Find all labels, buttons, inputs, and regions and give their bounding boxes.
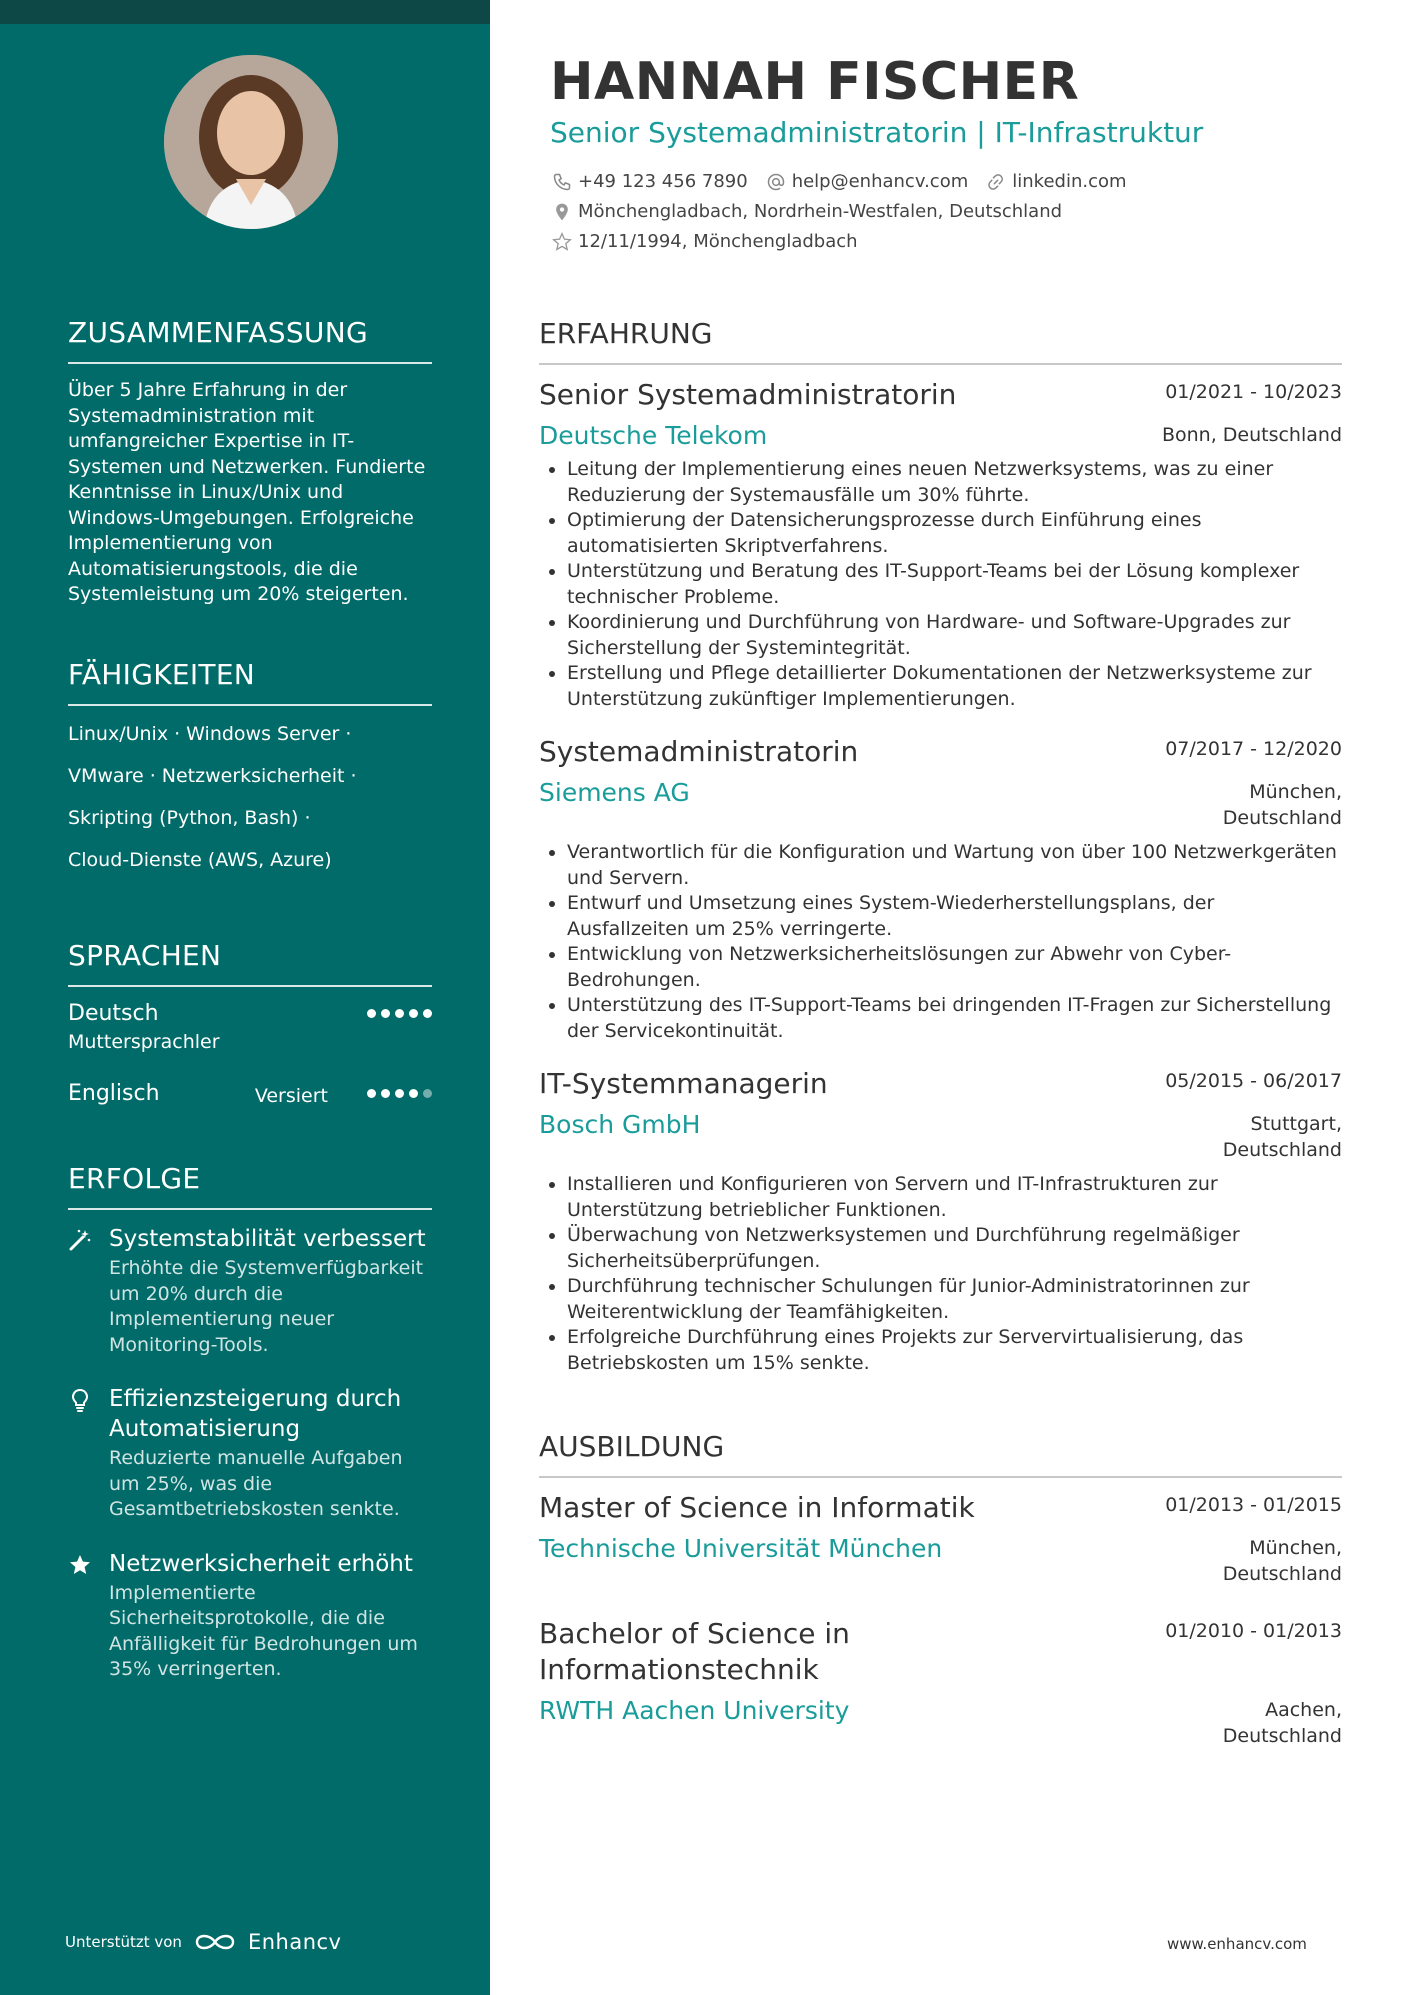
magic-wand-icon	[68, 1228, 92, 1252]
language-item	[68, 1081, 432, 1139]
achievements-title: ERFOLGE	[68, 1162, 432, 1210]
skill-line: Skripting (Python, Bash) ·	[68, 807, 311, 829]
bullet-item: • Installieren und Konfigurieren von Servern und IT-Infrastrukturen zur Unterstützung betrieblicher Funktionen.	[567, 1172, 1342, 1223]
job-bullets	[539, 1172, 1342, 1376]
location-row	[552, 201, 1080, 222]
profile-photo	[164, 55, 338, 229]
bullet-item: • Erfolgreiche Durchführung eines Projekts zur Servervirtualisierung, das Betriebskosten um 15% senkte.	[567, 1325, 1342, 1376]
bullet-item: • Optimierung der Datensicherungsprozesse durch Einführung eines automatisierten Skriptverfahrens.	[567, 508, 1342, 559]
rating-dot	[381, 1009, 390, 1018]
bullet-item: • Überwachung von Netzwerksystemen und Durchführung regelmäßiger Sicherheitsüberprüfungen.	[567, 1223, 1342, 1274]
rating-dot	[409, 1009, 418, 1018]
bullet-item: • Verantwortlich für die Konfiguration und Wartung von über 100 Netzwerkgeräten und Servern.	[567, 840, 1342, 891]
job-bullets	[539, 457, 1342, 712]
achievement-description: Erhöhte die Systemverfügbarkeit um 20% durch die Implementierung neuer Monitoring-Tools.	[109, 1257, 424, 1356]
birth-row	[552, 231, 876, 252]
bullet-item: • Entwurf und Umsetzung eines System-Wiederherstellungsplans, der Ausfallzeiten um 25% verringerte.	[567, 891, 1342, 942]
education-entry	[539, 1616, 1342, 1747]
job-title: Systemadministratorin	[539, 735, 859, 768]
summary-title: ZUSAMMENFASSUNG	[68, 316, 432, 364]
rating-dot	[381, 1089, 390, 1098]
rating-dot	[367, 1089, 376, 1098]
candidate-title: Senior Systemadministratorin | IT-Infrastruktur	[550, 116, 1204, 149]
achievement-item	[68, 1549, 432, 1683]
star-outline-icon	[552, 232, 572, 252]
job-entry	[539, 1066, 1342, 1376]
phone-text: +49 123 456 7890	[578, 171, 748, 192]
rating-dot	[395, 1009, 404, 1018]
education-location: Aachen, Deutschland	[1222, 1699, 1342, 1747]
job-entry	[539, 377, 1342, 712]
language-item	[68, 1001, 432, 1059]
achievements-section	[68, 1162, 432, 1683]
contact-row	[552, 171, 1145, 192]
footer-url[interactable]: www.enhancv.com	[1167, 1935, 1307, 1953]
job-title: IT-Systemmanagerin	[539, 1067, 828, 1100]
languages-title: SPRACHEN	[68, 939, 432, 987]
phone-contact[interactable]	[552, 171, 748, 192]
job-dates: 07/2017 - 12/2020	[1165, 738, 1342, 760]
education-title: AUSBILDUNG	[539, 1430, 1342, 1478]
bullet-item: • Durchführung technischer Schulungen für Junior-Administratorinnen zur Weiterentwicklung der Teamfähigkeiten.	[567, 1274, 1342, 1325]
job-location: Bonn, Deutschland	[1161, 424, 1342, 446]
phone-icon	[552, 172, 572, 192]
skills-section	[68, 658, 432, 881]
achievement-description: Implementierte Sicherheitsprotokolle, die die Anfälligkeit für Bedrohungen um 35% verringerten.	[109, 1581, 418, 1680]
job-bullets	[539, 840, 1342, 1044]
skill-line: Cloud-Dienste (AWS, Azure)	[68, 849, 332, 871]
job-company: Deutsche Telekom	[539, 421, 768, 450]
language-rating	[367, 1009, 432, 1018]
job-title: Senior Systemadministratorin	[539, 378, 957, 411]
language-name: Deutsch	[68, 1001, 159, 1026]
lightbulb-icon	[68, 1388, 92, 1412]
linkedin-contact[interactable]	[986, 171, 1126, 192]
birth-contact	[552, 231, 858, 252]
location-pin-icon	[552, 202, 572, 222]
candidate-name: HANNAH FISCHER	[550, 52, 1080, 112]
language-rating	[367, 1089, 432, 1098]
linkedin-text: linkedin.com	[1012, 171, 1127, 192]
education-section	[539, 1430, 1342, 1747]
powered-by-label: Unterstützt von	[65, 1933, 182, 1951]
achievement-item	[68, 1224, 432, 1358]
bullet-item: • Entwicklung von Netzwerksicherheitslösungen zur Abwehr von Cyber-Bedrohungen.	[567, 942, 1342, 993]
powered-by	[65, 1930, 341, 1954]
email-contact[interactable]	[766, 171, 969, 192]
education-location: München, Deutschland	[1222, 1537, 1342, 1585]
job-company: Siemens AG	[539, 778, 690, 807]
bullet-item: • Unterstützung des IT-Support-Teams bei dringenden IT-Fragen zur Sicherstellung der Servicekontinuität.	[567, 993, 1342, 1044]
bullet-item: • Erstellung und Pflege detaillierter Dokumentationen der Netzwerksysteme zur Unterstützung zukünftiger Implementierungen.	[567, 661, 1342, 712]
job-location: München, Deutschland	[1222, 781, 1342, 829]
summary-section	[68, 316, 432, 608]
location-contact	[552, 201, 1062, 222]
experience-section	[539, 317, 1342, 1376]
achievement-title: Effizienzsteigerung durch Automatisierung	[109, 1386, 402, 1442]
job-dates: 01/2021 - 10/2023	[1165, 381, 1342, 403]
degree-title: Bachelor of Science in Informationstechnik	[539, 1617, 850, 1686]
language-level: Versiert	[254, 1085, 328, 1107]
language-name: Englisch	[68, 1081, 160, 1106]
job-company: Bosch GmbH	[539, 1110, 701, 1139]
rating-dot	[367, 1009, 376, 1018]
education-entry	[539, 1490, 1342, 1594]
school-name: Technische Universität München	[539, 1534, 943, 1563]
rating-dot	[423, 1009, 432, 1018]
skills-list	[68, 713, 432, 881]
job-location: Stuttgart, Deutschland	[1222, 1113, 1342, 1161]
location-text: Mönchengladbach, Nordrhein-Westfalen, Deutschland	[578, 201, 1063, 222]
skill-line: Linux/Unix · Windows Server ·	[68, 723, 352, 745]
school-name: RWTH Aachen University	[539, 1696, 850, 1725]
at-icon	[766, 172, 786, 192]
bullet-item: • Leitung der Implementierung eines neuen Netzwerksystems, was zu einer Reduzierung der Systemausfälle um 30% führte.	[567, 457, 1342, 508]
degree-title: Master of Science in Informatik	[539, 1491, 975, 1524]
sidebar	[0, 0, 490, 1995]
education-dates: 01/2010 - 01/2013	[1165, 1620, 1342, 1642]
achievement-title: Netzwerksicherheit erhöht	[109, 1550, 413, 1577]
language-level: Muttersprachler	[68, 1031, 220, 1053]
achievement-title: Systemstabilität verbessert	[109, 1226, 426, 1252]
experience-title: ERFAHRUNG	[539, 317, 1342, 365]
star-icon	[68, 1553, 92, 1577]
brand-name: Enhancv	[247, 1930, 342, 1954]
job-dates: 05/2015 - 06/2017	[1165, 1070, 1342, 1092]
skills-title: FÄHIGKEITEN	[68, 658, 432, 706]
bullet-item: • Unterstützung und Beratung des IT-Support-Teams bei der Lösung komplexer technischer Probleme.	[567, 559, 1342, 610]
rating-dot	[423, 1089, 432, 1098]
bullet-item: • Koordinierung und Durchführung von Hardware- und Software-Upgrades zur Sicherstellung der Systemintegrität.	[567, 610, 1342, 661]
skill-line: VMware · Netzwerksicherheit ·	[68, 765, 357, 787]
achievement-description: Reduzierte manuelle Aufgaben um 25%, was die Gesamtbetriebskosten senkte.	[109, 1447, 403, 1520]
education-dates: 01/2013 - 01/2015	[1165, 1494, 1342, 1516]
rating-dot	[395, 1089, 404, 1098]
rating-dot	[409, 1089, 418, 1098]
email-text: help@enhancv.com	[791, 171, 969, 192]
sidebar-top-bar	[0, 0, 490, 24]
birth-text: 12/11/1994, Mönchengladbach	[578, 231, 858, 252]
summary-text: Über 5 Jahre Erfahrung in der Systemadministration mit umfangreicher Expertise in IT-Systemen und Netzwerken. Fundierte Kenntnisse in Linux/Unix und Windows-Umgebungen. Erfolgreiche Implementierung von Automatisierungstools, die die Systemleistung um 20% steigerten.	[68, 379, 426, 605]
languages-section	[68, 939, 432, 1139]
link-icon	[986, 172, 1006, 192]
enhancv-logo-icon	[192, 1930, 238, 1954]
achievement-item	[68, 1384, 432, 1523]
job-entry	[539, 734, 1342, 1044]
